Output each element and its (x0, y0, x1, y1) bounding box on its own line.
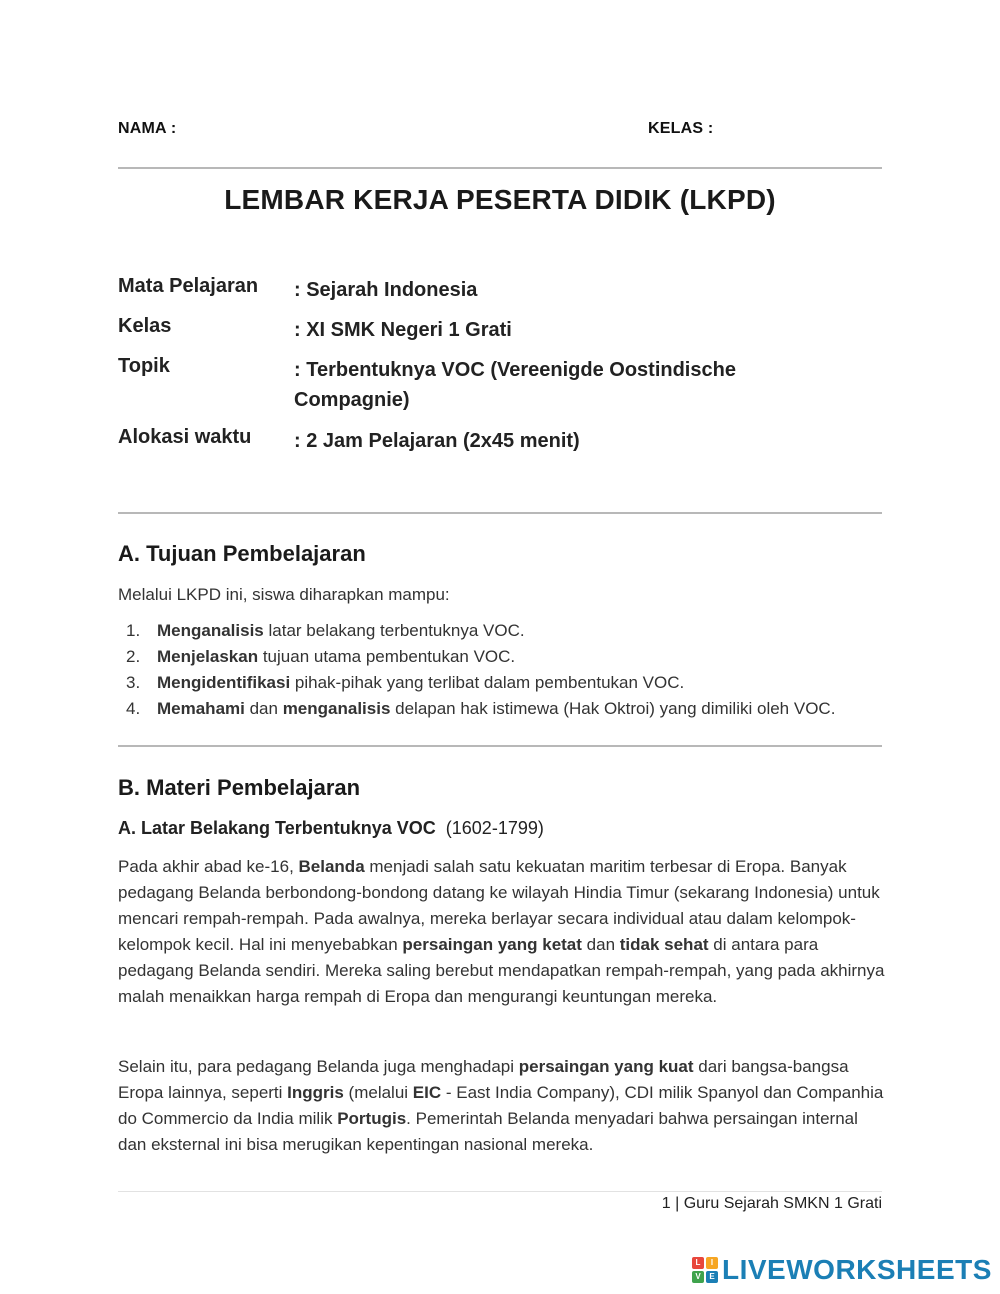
kelas-label: KELAS : (648, 120, 714, 137)
divider (118, 512, 882, 514)
subsection-title: A. Latar Belakang Terbentuknya VOC (118, 818, 436, 838)
section-a-heading: A. Tujuan Pembelajaran (118, 541, 366, 566)
text-bold: Belanda (298, 857, 365, 876)
text: dari bangsa-bangsa Eropa lainnya, seperti (118, 1057, 849, 1102)
list-item-text: dan (244, 699, 283, 718)
text-bold: tidak sehat (619, 935, 709, 954)
list-item (118, 670, 835, 696)
paragraph-2 (118, 1054, 888, 1158)
text-bold: Portugis (337, 1109, 407, 1128)
info-key: Kelas (118, 315, 172, 337)
text: Selain itu, para pedagang Belanda juga menghadapi (118, 1057, 519, 1076)
footer-divider (118, 1191, 882, 1192)
list-number: 3. (126, 673, 141, 692)
text: dan (581, 935, 620, 954)
info-value: : Sejarah Indonesia (294, 279, 478, 301)
list-item-text: pihak-pihak yang terlibat dalam pembentukan VOC. (290, 673, 685, 692)
section-a-intro: Melalui LKPD ini, siswa diharapkan mampu: (118, 585, 450, 604)
text-bold: Inggris (287, 1083, 344, 1102)
page-title: LEMBAR KERJA PESERTA DIDIK (LKPD) (224, 184, 776, 215)
list-item (118, 696, 835, 722)
list-item-text: latar belakang terbentuknya VOC. (263, 621, 525, 640)
list-item (118, 618, 835, 644)
divider (118, 167, 882, 169)
text-bold: persaingan yang kuat (518, 1057, 694, 1076)
list-item-text: tujuan utama pembentukan VOC. (258, 647, 516, 666)
liveworksheets-logo (692, 1254, 992, 1286)
brand-text: LIVEWORKSHEETS (722, 1254, 992, 1285)
icon-letter: V (692, 1271, 704, 1283)
list-item (118, 644, 835, 670)
text: di antara para pedagang Belanda sendiri. Mereka saling berebut mendapatkan rempah-rempah, yang pada akhirnya malah menaikkan harga rempah di Eropa dan mengurangi keuntungan mereka. (118, 935, 885, 1006)
icon-letter: I (706, 1257, 718, 1269)
text-bold: persaingan yang ketat (402, 935, 582, 954)
nama-label: NAMA : (118, 120, 177, 137)
icon-letter: E (706, 1271, 718, 1283)
text: (melalui (343, 1083, 413, 1102)
info-key: Alokasi waktu (118, 426, 252, 448)
text: Pada akhir abad ke-16, (118, 857, 299, 876)
objectives-list (118, 618, 835, 722)
info-key: Mata Pelajaran (118, 275, 259, 297)
text: - East India Company), CDI milik Spanyol dan Companhia do Commercio da India milik (118, 1083, 884, 1128)
list-item-bold: Menganalisis (157, 621, 264, 640)
subsection-years: (1602-1799) (445, 818, 544, 838)
liveworksheets-icon (692, 1257, 718, 1283)
list-item-bold: Memahami (157, 699, 245, 718)
list-number: 1. (126, 621, 141, 640)
text: . Pemerintah Belanda menyadari bahwa persaingan internal dan eksternal ini bisa merugikan kepentingan nasional mereka. (118, 1109, 858, 1154)
section-b-heading: B. Materi Pembelajaran (118, 775, 361, 800)
info-value: : 2 Jam Pelajaran (2x45 menit) (294, 430, 580, 452)
info-value: : XI SMK Negeri 1 Grati (294, 319, 512, 341)
info-key: Topik (118, 355, 170, 377)
paragraph-1 (118, 854, 888, 1010)
text-bold: EIC (412, 1083, 442, 1102)
page-footer: 1 | Guru Sejarah SMKN 1 Grati (661, 1195, 882, 1212)
list-item-bold: menganalisis (282, 699, 391, 718)
text: menjadi salah satu kekuatan maritim terbesar di Eropa. Banyak pedagang Belanda berbondong-bondong datang ke wilayah Hindia Timur (sekarang Indonesia) untuk mencari rempah-rempah. Pada awalnya, mereka berlayar secara individual atau dalam kelompok-kelompok kecil. Hal ini menyebabkan (118, 857, 880, 954)
info-value: : Terbentuknya VOC (Vereenigde Oostindische Compagnie) (294, 359, 736, 411)
list-item-bold: Mengidentifikasi (157, 673, 291, 692)
list-item-text: delapan hak istimewa (Hak Oktroi) yang dimiliki oleh VOC. (390, 699, 836, 718)
list-number: 4. (126, 699, 141, 718)
subsection-heading (118, 818, 544, 839)
list-number: 2. (126, 647, 141, 666)
list-item-bold: Menjelaskan (157, 647, 259, 666)
divider (118, 745, 882, 747)
icon-letter: L (692, 1257, 704, 1269)
